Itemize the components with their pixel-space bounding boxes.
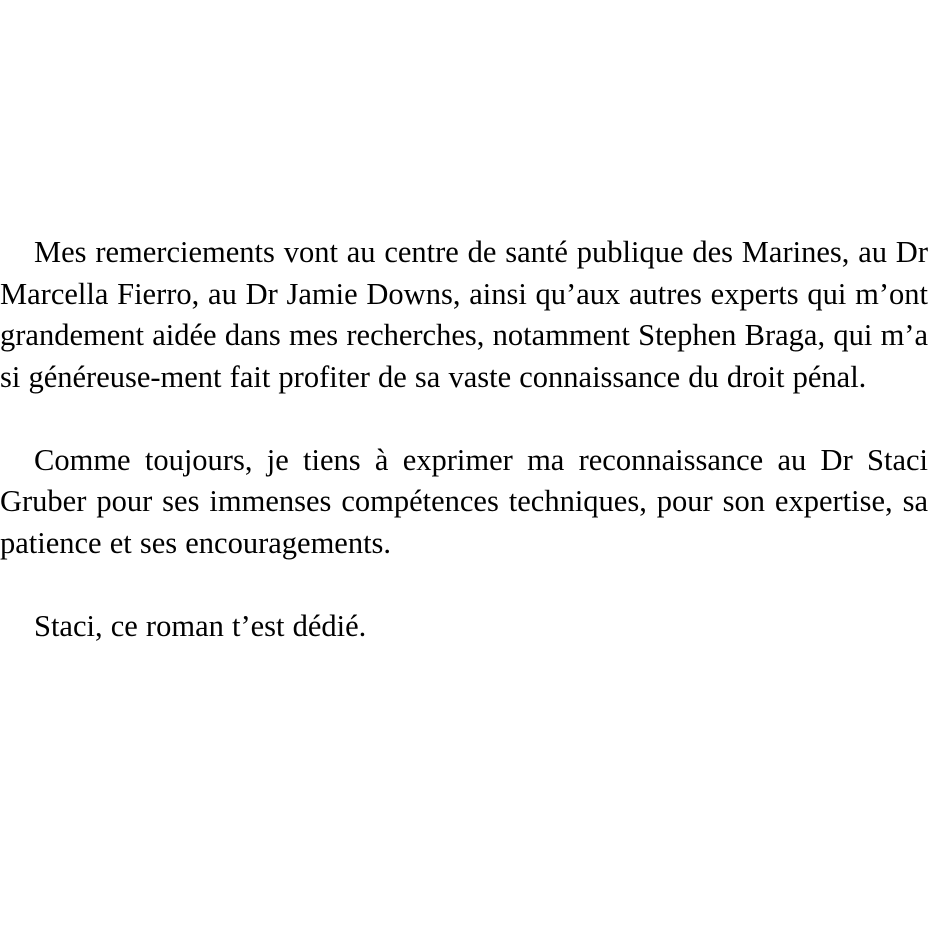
paragraph-acknowledgements-gruber: Comme toujours, je tiens à exprimer ma reconnaissance au Dr Staci Gruber pour ses immenses compétences techniques, pour son expertise, sa patience et ses encouragements. [0,442,928,560]
paragraph-dedication: Staci, ce roman t’est dédié. [34,608,367,643]
acknowledgements-text-block [0,232,928,647]
paragraph-acknowledgements-experts: Mes remerciements vont au centre de santé publique des Marines, au Dr Marcella Fierro, au Dr Jamie Downs, ainsi qu’aux autres experts qui m’ont grandement aidée dans mes recherches, notamment Stephen Braga, qui m’a si généreuse-ment fait profiter de sa vaste connaissance du droit pénal. [0,235,928,394]
